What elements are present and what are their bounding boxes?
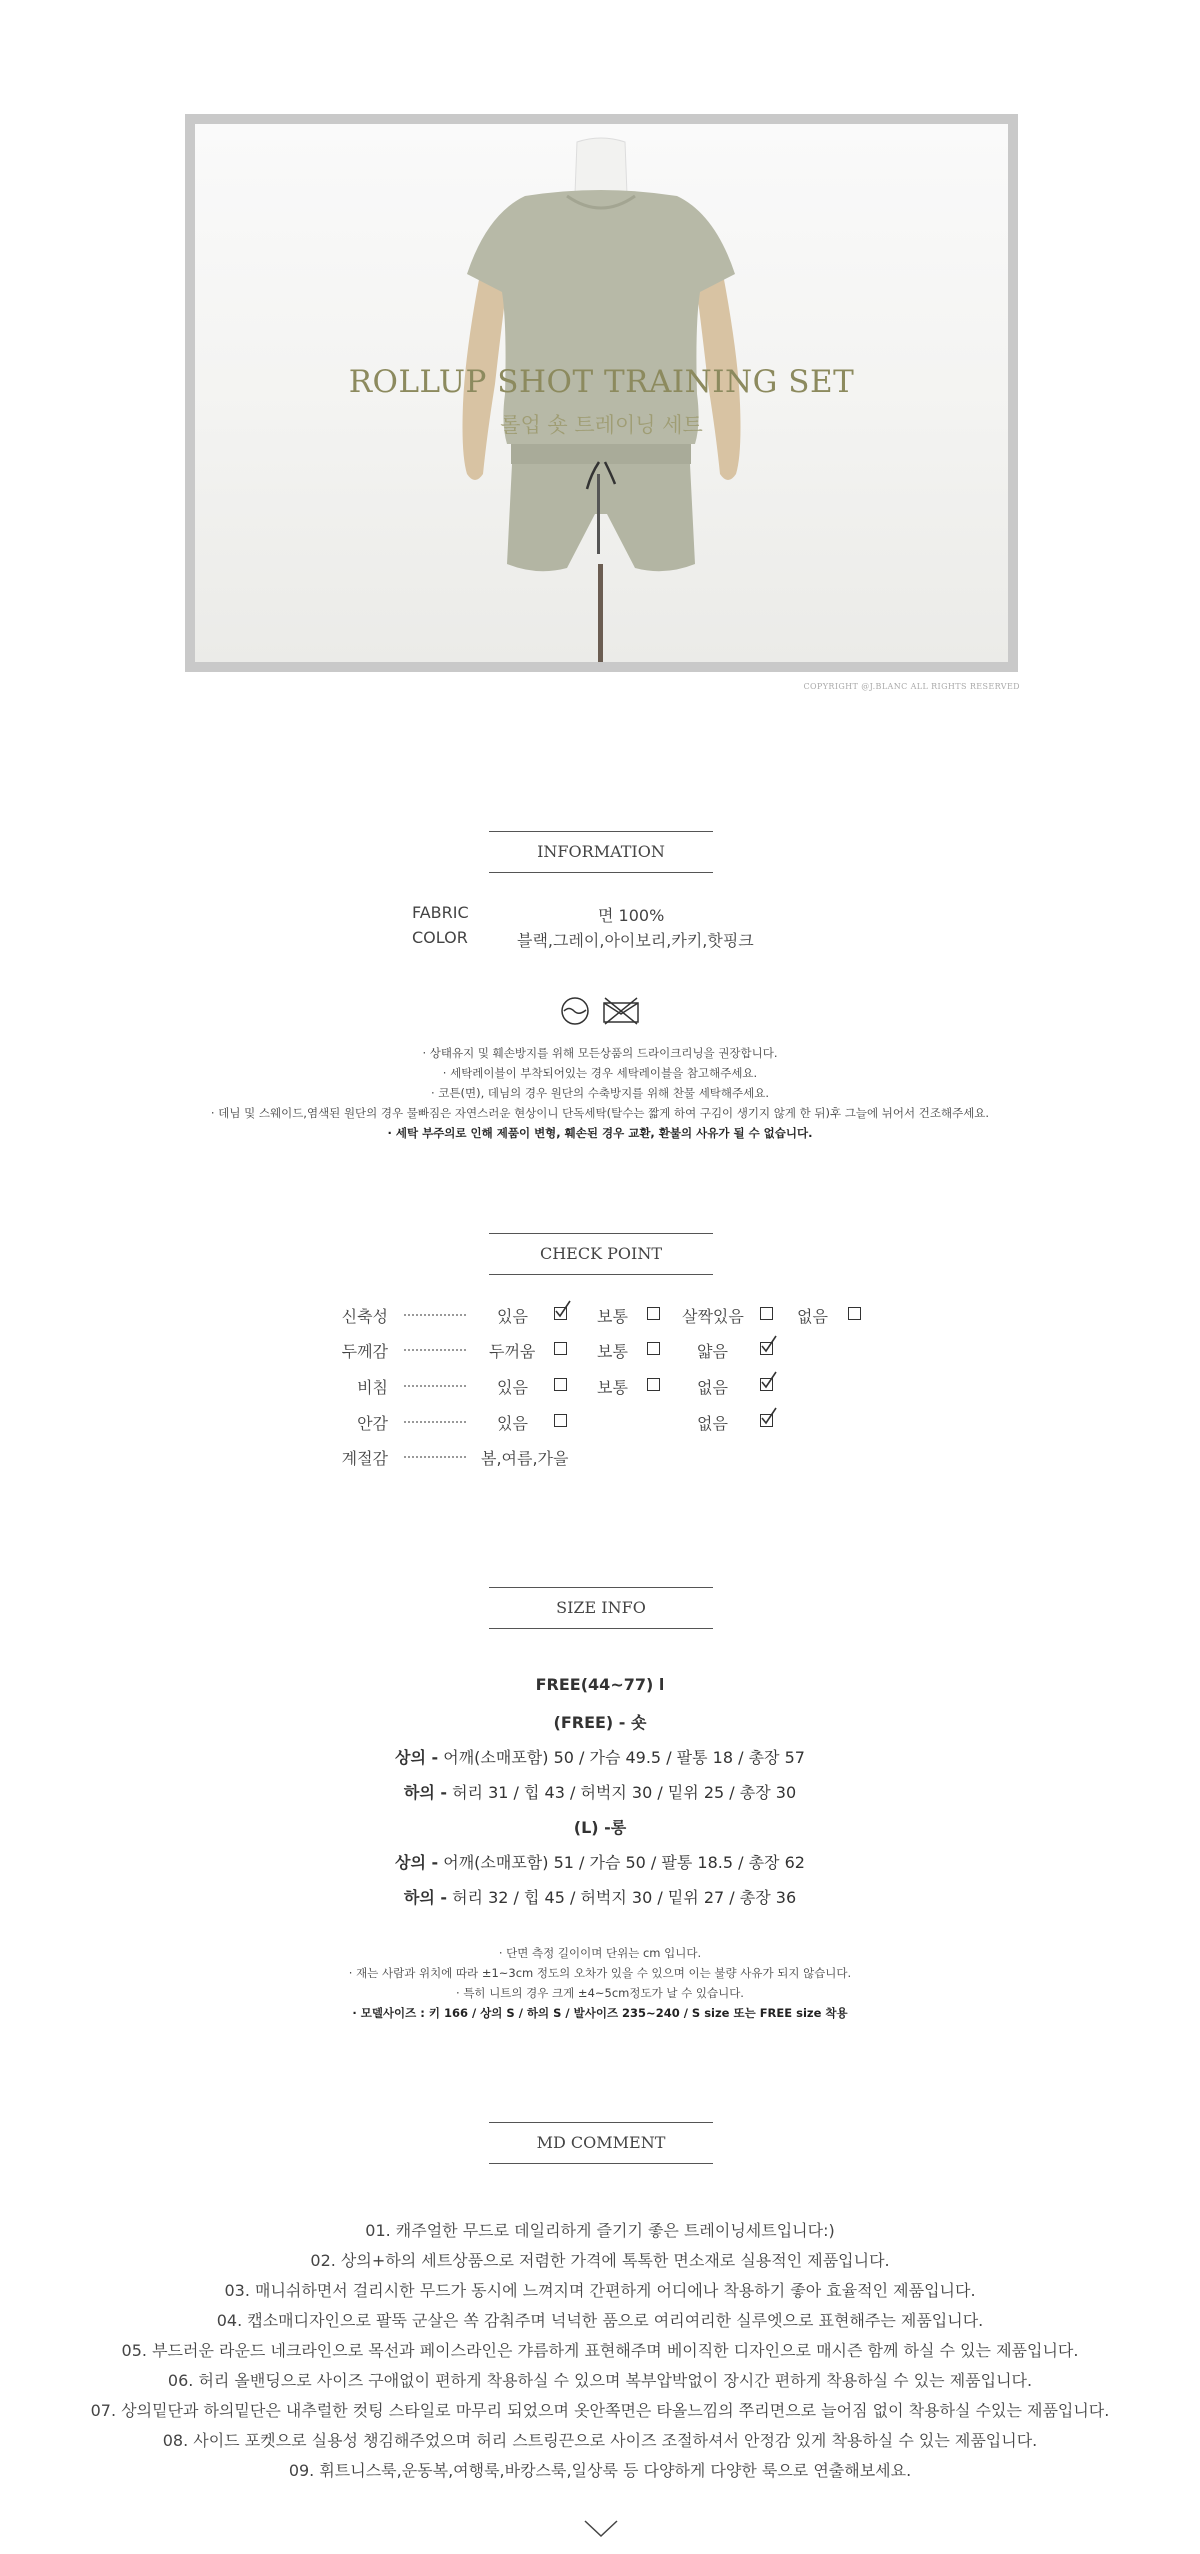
hand-wash-icon — [560, 996, 590, 1026]
size-measurements: 어깨(소매포함) 51 / 가슴 50 / 팔통 18.5 / 총장 62 — [438, 1853, 805, 1872]
size-long-bottom — [0, 1885, 1200, 1908]
check-label-sheerness: 비침 — [357, 1378, 388, 1397]
checkbox — [554, 1378, 567, 1391]
check-option: 없음 — [697, 1414, 728, 1433]
checkbox-checked — [760, 1414, 773, 1427]
md-comment-line: 05. 부드러운 라운드 네크라인으로 목선과 페이스라인은 갸름하게 표현해주며 베이직한 디자인으로 매시즌 함께 하실 수 있는 제품입니다. — [121, 2341, 1079, 2360]
size-measurements: 어깨(소매포함) 50 / 가슴 49.5 / 팔통 18 / 총장 57 — [438, 1748, 805, 1767]
dotted-leader — [404, 1385, 466, 1387]
check-point-heading: CHECK POINT — [489, 1233, 713, 1275]
checkbox — [647, 1378, 660, 1391]
copyright-text: COPYRIGHT @J.BLANC ALL RIGHTS RESERVED — [803, 682, 1020, 691]
size-label: 상의 - — [395, 1853, 439, 1872]
md-comment-line: 08. 사이드 포켓으로 실용성 챙김해주었으며 허리 스트링끈으로 사이즈 조절하셔서 안정감 있게 착용하실 수 있는 제품입니다. — [162, 2431, 1038, 2450]
size-note-2: · 재는 사람과 위치에 따라 ±1~3cm 정도의 오차가 있을 수 있으며 이는 불량 사유가 되지 않습니다. — [348, 1966, 852, 1980]
md-comment-line: 03. 매니쉬하면서 걸리시한 무드가 동시에 느껴지며 간편하게 어디에나 착용하기 좋아 효율적인 제품입니다. — [224, 2281, 976, 2300]
dotted-leader — [404, 1349, 466, 1351]
checkbox-checked — [760, 1342, 773, 1355]
md-comment-line: 02. 상의+하의 세트상품으로 저렴한 가격에 톡톡한 면소재로 실용적인 제품입니다. — [310, 2251, 890, 2270]
hero-image — [185, 114, 1018, 672]
check-option: 있음 — [497, 1414, 528, 1433]
md-comment-line: 04. 캡소매디자인으로 팔뚝 군살은 쏙 감춰주며 넉넉한 품으로 여리여리한 실루엣으로 표현해주는 제품입니다. — [216, 2311, 984, 2330]
fabric-label: FABRIC — [412, 903, 469, 922]
size-note-3: · 특히 니트의 경우 크게 ±4~5cm정도가 날 수 있습니다. — [456, 1986, 744, 2000]
size-note-1: · 단면 측정 길이이며 단위는 cm 입니다. — [498, 1946, 702, 1960]
check-option: 있음 — [497, 1307, 528, 1326]
size-label: 하의 - — [403, 1783, 447, 1802]
care-line-1: · 상태유지 및 훼손방지를 위해 모든상품의 드라이크리닝을 권장합니다. — [422, 1046, 778, 1060]
check-option: 보통 — [597, 1307, 628, 1326]
checkbox — [647, 1342, 660, 1355]
md-comment-line: 09. 휘트니스룩,운동복,여행룩,바캉스룩,일상룩 등 다양하게 다양한 룩으로 연출해보세요. — [288, 2461, 912, 2480]
check-option: 보통 — [597, 1378, 628, 1397]
checkbox — [848, 1307, 861, 1320]
check-option: 없음 — [797, 1307, 828, 1326]
size-label: 하의 - — [403, 1888, 447, 1907]
size-note-model: · 모델사이즈 : 키 166 / 상의 S / 하의 S / 발사이즈 235~240 / S size 또는 FREE size 착용 — [352, 2006, 848, 2020]
md-comment-heading: MD COMMENT — [489, 2122, 713, 2164]
dotted-leader — [404, 1421, 466, 1423]
hero-title: ROLLUP SHOT TRAINING SET — [348, 364, 855, 400]
md-comment-line: 06. 허리 올밴딩으로 사이즈 구애없이 편하게 착용하실 수 있으며 복부압박없이 장시간 편하게 착용하실 수 있는 제품입니다. — [167, 2371, 1033, 2390]
hero-photo — [195, 124, 1008, 662]
care-line-4: · 데님 및 스웨이드,염색된 원단의 경우 물빠짐은 자연스러운 현상이니 단독세탁(탈수는 짧게 하여 구김이 생기지 않게 한 뒤)후 그늘에 뉘어서 건조해주세요. — [210, 1106, 990, 1120]
dotted-leader — [404, 1314, 466, 1316]
color-label: COLOR — [412, 928, 468, 947]
check-option: 얇음 — [697, 1342, 728, 1361]
dotted-leader — [404, 1456, 466, 1458]
checkbox — [760, 1307, 773, 1320]
check-label-lining: 안감 — [357, 1414, 388, 1433]
chevron-down-icon[interactable] — [583, 2518, 619, 2540]
checkbox — [554, 1342, 567, 1355]
size-measurements: 허리 32 / 힙 45 / 허벅지 30 / 밑위 27 / 총장 36 — [447, 1888, 797, 1907]
hero-subtitle: 롤업 숏 트레이닝 세트 — [500, 413, 703, 437]
checkbox — [647, 1307, 660, 1320]
size-short-top — [0, 1745, 1200, 1768]
size-free-title: FREE(44~77) l — [535, 1675, 665, 1694]
fabric-value: 면 100% — [598, 906, 665, 925]
care-line-2: · 세탁레이블이 부착되어있는 경우 세탁레이블을 참고해주세요. — [442, 1066, 758, 1080]
check-label-thickness: 두께감 — [341, 1342, 388, 1361]
check-option: 없음 — [697, 1378, 728, 1397]
care-line-3: · 코튼(면), 데님의 경우 원단의 수축방지를 위해 찬물 세탁해주세요. — [430, 1086, 769, 1100]
size-measurements: 허리 31 / 힙 43 / 허벅지 30 / 밑위 25 / 총장 30 — [447, 1783, 797, 1802]
no-tumble-dry-icon — [601, 996, 641, 1026]
check-option: 두꺼움 — [489, 1342, 536, 1361]
check-label-stretch: 신축성 — [341, 1307, 388, 1326]
md-comment-line: 07. 상의밑단과 하의밑단은 내추럴한 컷팅 스타일로 마무리 되었으며 옷안쪽면은 타올느낌의 쭈리면으로 늘어짐 없이 착용하실 수있는 제품입니다. — [90, 2401, 1110, 2420]
checkbox — [554, 1414, 567, 1427]
size-long-title: (L) -롱 — [573, 1818, 627, 1837]
checkbox-checked — [554, 1307, 567, 1320]
information-heading: INFORMATION — [489, 831, 713, 873]
season-value: 봄,여름,가을 — [481, 1449, 569, 1468]
size-long-top — [0, 1850, 1200, 1873]
check-label-season: 계절감 — [341, 1449, 388, 1468]
checkbox-checked — [760, 1378, 773, 1391]
check-option: 보통 — [597, 1342, 628, 1361]
md-comment-line: 01. 캐주얼한 무드로 데일리하게 즐기기 좋은 트레이닝세트입니다:) — [365, 2221, 835, 2240]
check-option: 있음 — [497, 1378, 528, 1397]
size-short-bottom — [0, 1780, 1200, 1803]
care-line-5: · 세탁 부주의로 인해 제품이 변형, 훼손된 경우 교환, 환불의 사유가 될 수 없습니다. — [387, 1126, 813, 1140]
size-info-heading: SIZE INFO — [489, 1587, 713, 1629]
check-option: 살짝있음 — [682, 1307, 744, 1326]
color-value: 블랙,그레이,아이보리,카키,핫핑크 — [517, 931, 754, 950]
size-label: 상의 - — [395, 1748, 439, 1767]
size-short-title: (FREE) - 숏 — [553, 1713, 647, 1732]
